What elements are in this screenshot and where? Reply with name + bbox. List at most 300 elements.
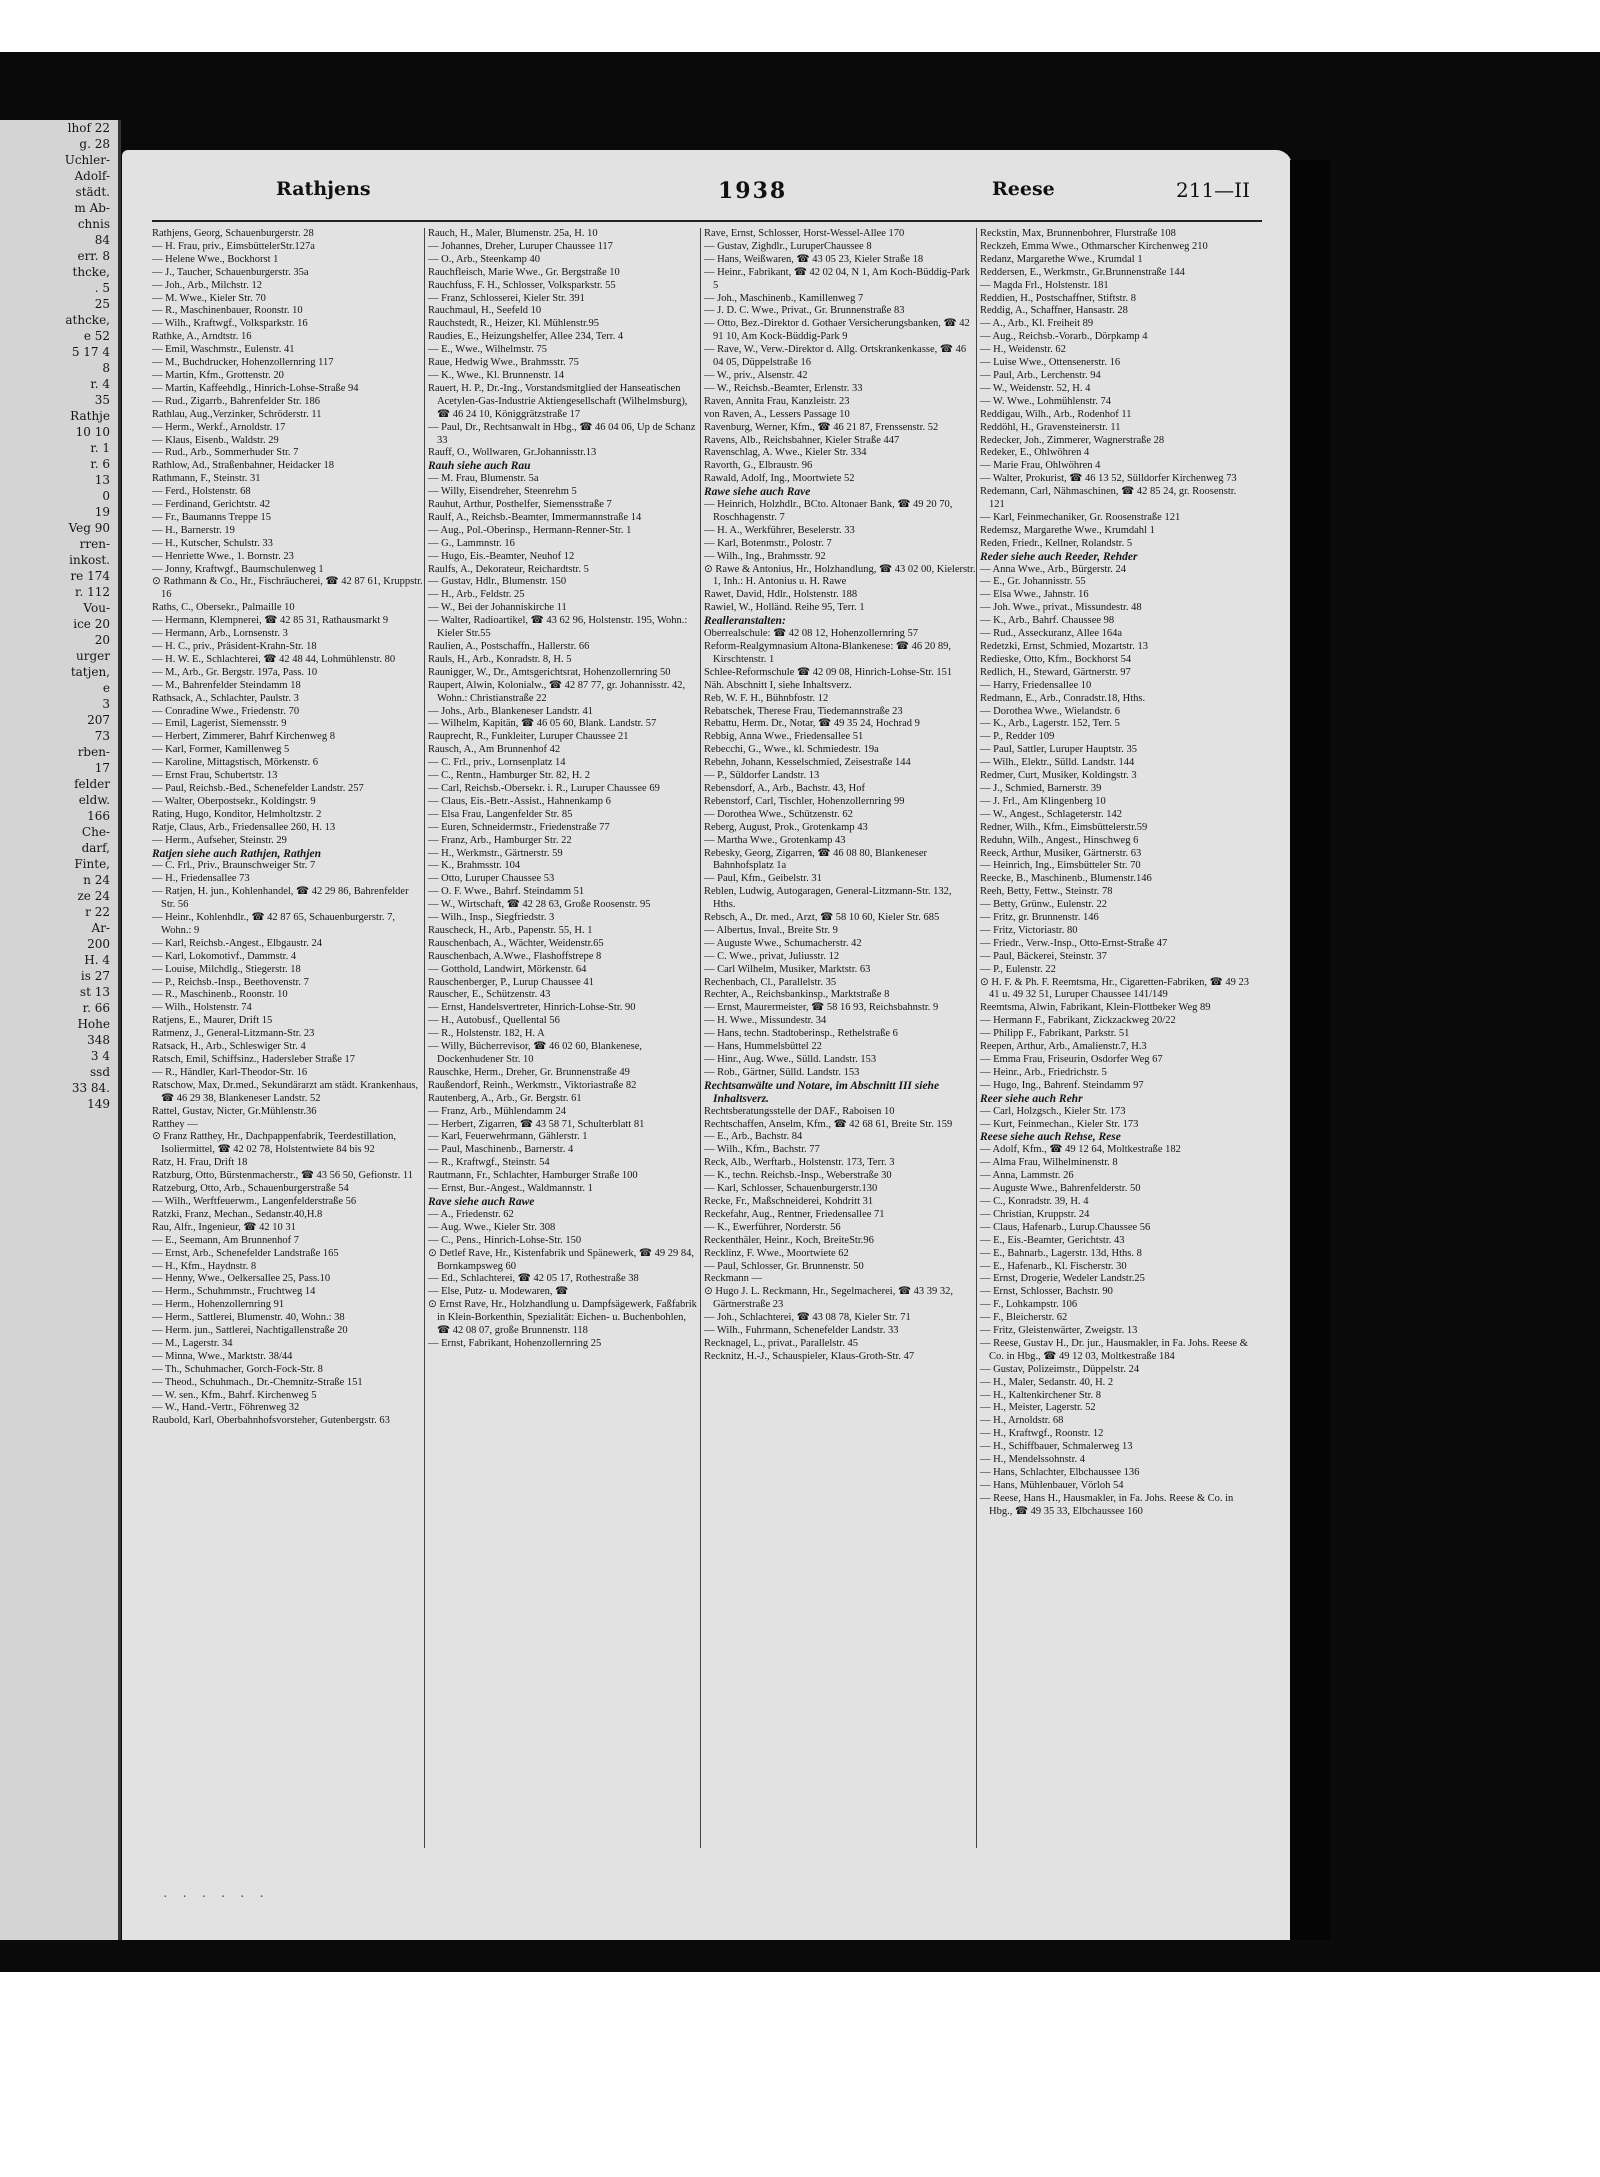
directory-entry: — Emil, Waschmstr., Eulenstr. 41 [152,344,295,356]
directory-entry: Rebatschek, Therese Frau, Tiedemannstraße 23 [704,705,903,717]
directory-entry: ⊙ Detlef Rave, Hr., Kistenfabrik und Spänewerk, ☎ 49 29 84, Bornkampsweg 60 [428,1247,694,1272]
directory-entry: — C., Konradstr. 39, H. 4 [980,1195,1089,1207]
directory-entry: — Ferd., Holstenstr. 68 [152,486,251,498]
directory-entry: — Ernst Frau, Schubertstr. 13 [152,770,278,782]
directory-entry: — Johs., Arb., Blankeneser Landstr. 41 [428,705,594,717]
directory-entry: Rechter, A., Reichsbankinsp., Marktstraße 8 [704,989,890,1001]
directory-entry: — Karl, Reichsb.-Angest., Elbgaustr. 24 [152,937,323,949]
directory-entry: — Paul, Maschinenb., Barnerstr. 4 [428,1144,574,1156]
directory-entry: Ratsch, Emil, Schiffsinz., Hadersleber Straße 17 [152,1054,356,1065]
directory-entry: — W., Hand.-Vertr., Föhrenweg 32 [152,1402,300,1414]
directory-entry: Redemsz, Margarethe Wwe., Krumdahl 1 [980,524,1155,536]
directory-entry: — Willy, Eisendreher, Steenrehm 5 [428,486,577,498]
directory-entry: — Ratjen, H. jun., Kohlenhandel, ☎ 42 29 86, Bahrenfelder Str. 56 [152,886,409,911]
directory-entry: Rauchfuss, F. H., Schlosser, Volksparkstr. 55 [428,279,616,291]
directory-entry: — Paul, Sattler, Luruper Hauptstr. 35 [980,744,1138,756]
directory-entry: Recke, Fr., Maßschneiderei, Kohdritt 31 [704,1195,874,1207]
left-page-text-fragment: . 5 [94,281,110,295]
directory-entry: Reeck, Arthur, Musiker, Gärtnerstr. 63 [980,847,1142,859]
directory-entry: — Karl, Schlosser, Schauenburgerstr.130 [704,1183,878,1195]
directory-entry: — Anna Wwe., Arb., Bürgerstr. 24 [980,563,1127,575]
directory-entry: Rebattu, Herm. Dr., Notar, ☎ 49 35 24, Hochrad 9 [704,718,920,730]
directory-entry: Ravenschlag, A. Wwe., Kieler Str. 334 [704,447,867,459]
directory-entry: Reder siehe auch Reeder, Rehder [980,550,1138,563]
left-page-text-fragment: e [102,681,110,695]
directory-entry: — Magda Frl., Holstenstr. 181 [980,279,1109,291]
directory-entry: — H., Meister, Lagerstr. 52 [980,1402,1096,1414]
directory-entry: — Rud., Asseckuranz, Allee 164a [980,628,1123,640]
directory-entry: Recklinz, F. Wwe., Moortwiete 62 [704,1247,849,1259]
directory-entry: Reemtsma, Alwin, Fabrikant, Klein-Flottbeker Weg 89 [980,1002,1211,1014]
left-page-fragment [0,120,121,1940]
directory-entry: — Hugo, Ing., Bahrenf. Steindamm 97 [980,1079,1144,1091]
directory-entry: Oberrealschule: ☎ 42 08 12, Hohenzollernring 57 [704,628,918,640]
directory-entry: Ratzeburg, Otto, Arb., Schauenburgerstraße 54 [152,1183,349,1195]
page-edge-shadow [1290,160,1330,1940]
directory-entry: — R., Maschinenb., Roonstr. 10 [152,989,288,1001]
directory-entry: — Dorothea Wwe., Wielandstr. 6 [980,705,1121,717]
directory-entry: — Heinrich, Holzhdlr., BCto. Altonaer Bank, ☎ 49 20 70, Roschhagenstr. 7 [704,499,953,523]
directory-entry: Rebbig, Anna Wwe., Friedensallee 51 [704,731,864,743]
directory-entry: Raulf, A., Reichsb.-Beamter, Immermannstraße 14 [428,511,642,523]
left-page-text-fragment: urger [76,649,110,663]
directory-entry: Schlee-Reformschule ☎ 42 09 08, Hinrich-Lohse-Str. 151 [704,666,953,678]
directory-entry: — Hans, Weißwaren, ☎ 43 05 23, Kieler Straße 18 [704,253,924,265]
directory-entry: — Heinr., Arb., Friedrichstr. 5 [980,1066,1107,1078]
directory-entry: — Emma Frau, Friseurin, Osdorfer Weg 67 [980,1054,1163,1065]
directory-entry: — Martha Wwe., Grotenkamp 43 [704,834,846,846]
left-page-text-fragment: ze 24 [77,889,110,903]
directory-entry: — E., Hafenarb., Kl. Fischerstr. 30 [980,1260,1127,1272]
directory-entry: Redner, Wilh., Kfm., Eimsbüttelerstr.59 [980,821,1148,833]
left-page-text-fragment: 33 84. [71,1081,110,1095]
directory-entry: — Karl, Botenmstr., Polostr. 7 [704,537,832,549]
directory-entry: — Elsa Frau, Langenfelder Str. 85 [428,808,573,820]
directory-entry: Rechtschaffen, Anselm, Kfm., ☎ 42 68 61, Breite Str. 159 [704,1118,953,1130]
directory-entry: — W., Angest., Schlageterstr. 142 [980,808,1123,820]
directory-entry: — Heinr., Kohlenhdlr., ☎ 42 87 65, Schauenburgerstr. 7, Wohn.: 9 [152,912,395,936]
directory-entry: — J., Taucher, Schauenburgerstr. 35a [152,266,309,278]
left-page-text-fragment: rben- [77,745,110,759]
directory-entry: — Hans, Schlachter, Elbchaussee 136 [980,1467,1140,1478]
directory-entry: — Herm., Sattlerei, Blumenstr. 40, Wohn.: 38 [152,1312,345,1324]
directory-entry: — Fritz, Victoriastr. 80 [980,924,1078,936]
directory-entry: Ratjen siehe auch Rathjen, Rathjen [152,847,322,860]
left-page-text-fragment: 348 [87,1033,110,1047]
directory-entry: — Wilh., Holstenstr. 74 [152,1002,252,1014]
directory-entry: Ravens, Alb., Reichsbahner, Kieler Straße 447 [704,434,900,446]
directory-entry: — K., techn. Reichsb.-Insp., Weberstraße 30 [704,1170,892,1182]
left-page-text-fragment: re 174 [70,569,110,583]
directory-entry: ⊙ Franz Ratthey, Hr., Dachpappenfabrik, Teerdestillation, Isoliermittel, ☎ 42 02 78, Holstentwiete 84 bis 92 [152,1131,396,1156]
left-page-text-fragment: ssd [90,1065,110,1079]
directory-entry: — Hans, techn. Stadtoberinsp., Rethelstraße 6 [704,1028,898,1040]
directory-entry: — H. W. E., Schlachterei, ☎ 42 48 44, Lohmühlenstr. 80 [152,653,396,665]
left-page-text-fragment: 13 [94,473,110,487]
left-page-text-fragment: r. 1 [90,441,110,455]
directory-entry: Ratjens, E., Maurer, Drift 15 [152,1015,273,1027]
directory-entry: — Wilh., Kraftwgf., Volksparkstr. 16 [152,318,308,330]
directory-entry: — E., Gr. Johannisstr. 55 [980,576,1086,588]
directory-entry: — Dorothea Wwe., Schützenstr. 62 [704,808,853,820]
directory-entry: — C. Frl., priv., Lornsenplatz 14 [428,757,566,769]
directory-entry: Rave siehe auch Rawe [428,1195,535,1208]
directory-entry: — W., Weidenstr. 52, H. 4 [980,382,1091,394]
directory-entry: Rauls, H., Arb., Konradstr. 8, H. 5 [428,653,572,665]
left-page-text-fragment: Rathje [70,409,110,423]
directory-entry: — Ernst, Schlosser, Bachstr. 90 [980,1286,1113,1298]
directory-entry: Rauschenbach, A., Wächter, Weidenstr.65 [428,937,604,949]
directory-entry: — Karl, Former, Kamillenweg 5 [152,744,290,756]
directory-entry: Rathmann, F., Steinstr. 31 [152,473,261,485]
directory-entry: — C., Pens., Hinrich-Lohse-Str. 150 [428,1234,582,1246]
directory-entry: — Herm., Werkf., Arnoldstr. 17 [152,421,286,433]
directory-entry: — Heinr., Fabrikant, ☎ 42 02 04, N 1, Am Koch-Büddig-Park 5 [704,266,970,291]
directory-entry: Raue, Hedwig Wwe., Brahmsstr. 75 [428,357,579,369]
left-page-text-fragment: 20 [94,633,110,647]
left-page-text-fragment: Finte, [74,857,110,871]
directory-entry: — Joh., Arb., Milchstr. 12 [152,279,262,291]
directory-entry: Reepen, Arthur, Arb., Amalienstr.7, H.3 [980,1041,1147,1053]
directory-entry: — Wilh., Fuhrmann, Schenefelder Landstr. 33 [704,1325,899,1337]
directory-entry: — K., Arb., Lagerstr. 152, Terr. 5 [980,718,1120,730]
directory-entry: — Ernst, Drogerie, Wedeler Landstr.25 [980,1273,1145,1285]
film-border-bottom [0,1972,1600,2177]
directory-entry: — Franz, Arb., Hamburger Str. 22 [428,834,572,846]
directory-entry: — M., Bahrenfelder Steindamm 18 [152,679,301,691]
directory-entry: — Martin, Kfm., Grottenstr. 20 [152,369,284,381]
directory-entry: Rebensdorf, A., Arb., Bachstr. 43, Hof [704,782,865,794]
directory-entry: — Henny, Wwe., Oelkersallee 25, Pass.10 [152,1273,331,1285]
directory-entry: — Hermann, Arb., Lornsenstr. 3 [152,628,288,640]
directory-entry: — Hermann, Klempnerei, ☎ 42 85 31, Rathausmarkt 9 [152,615,389,627]
directory-entry: — H. Wwe., Missundestr. 34 [704,1015,827,1027]
directory-entry: — Joh. Wwe., privat., Missundestr. 48 [980,602,1142,614]
directory-entry: — Carl, Reichsb.-Obersekr. i. R., Luruper Chaussee 69 [428,782,660,794]
left-page-text-fragment: 10 10 [75,425,110,439]
directory-entry: Rauchmaul, H., Seefeld 10 [428,305,542,317]
directory-entry: Rathlow, Ad., Straßenbahner, Heidacker 18 [152,460,335,472]
directory-entry: — M. Wwe., Kieler Str. 70 [152,292,266,304]
directory-entry: — Louise, Milchdlg., Stiegerstr. 18 [152,963,301,975]
directory-entry: — Karl, Feinmechaniker, Gr. Roosenstraße 121 [980,511,1181,523]
directory-entry: — P., Süldorfer Landstr. 13 [704,770,820,782]
directory-entry: Redecker, Joh., Zimmerer, Wagnerstraße 28 [980,434,1165,446]
directory-entry: — H., Arnoldstr. 68 [980,1415,1064,1427]
directory-entry: — Johannes, Dreher, Luruper Chaussee 117 [428,240,613,252]
column-divider [424,228,425,1848]
directory-entry: Rawe siehe auch Rave [704,486,811,499]
directory-entry: Rating, Hugo, Konditor, Helmholtzstr. 2 [152,808,322,820]
directory-entry: — Theod., Schuhmach., Dr.-Chemnitz-Straße 151 [152,1376,363,1388]
directory-entry: Redieske, Otto, Kfm., Bockhorst 54 [980,653,1132,665]
directory-entry: — H., Friedensallee 73 [152,873,250,885]
directory-entry: — H., Barnerstr. 19 [152,524,235,536]
directory-entry: ⊙ Ernst Rave, Hr., Holzhandlung u. Dampfsägewerk, Faßfabrik in Klein-Borkenthin, Spezialität: Eichen- u. Buchenbohlen, ☎ 42 08 07, große Brunnenstr. 118 [428,1299,697,1337]
left-page-text-fragment: 3 4 [90,1049,110,1063]
directory-entry: — Herbert, Zigarren, ☎ 43 58 71, Schulterblatt 81 [428,1118,645,1130]
column-divider [700,228,701,1848]
directory-entry: — J. Frl., Am Klingenberg 10 [980,795,1106,807]
directory-entry: ⊙ Rawe & Antonius, Hr., Holzhandlung, ☎ 43 02 00, Kielerstr. 1, Inh.: H. Antonius u. H. Rawe [704,563,976,588]
directory-entry: Rauscheck, H., Arb., Papenstr. 55, H. 1 [428,924,593,936]
directory-entry: Ratsack, H., Arb., Schleswiger Str. 4 [152,1041,306,1053]
directory-entry: — W., Bei der Johanniskirche 11 [428,602,567,614]
directory-entry: — Wilhelm, Kapitän, ☎ 46 05 60, Blank. Landstr. 57 [428,718,657,730]
directory-entry: Reduhn, Wilh., Angest., Hinschweg 6 [980,834,1139,846]
directory-entry: — H. Frau, priv., EimsbüttelerStr.127a [152,240,315,252]
directory-entry: Raudies, E., Heizungshelfer, Allee 234, Terr. 4 [428,331,624,343]
left-page-text-fragment: eldw. [78,793,110,807]
left-page-text-fragment: tatjen, [70,665,110,679]
directory-entry: — Ernst, Maurermeister, ☎ 58 16 93, Reichsbahnstr. 9 [704,1002,939,1014]
directory-entry: Reden, Friedr., Kellner, Rolandstr. 5 [980,537,1133,549]
directory-entry: Ratschow, Max, Dr.med., Sekundärarzt am städt. Krankenhaus, ☎ 46 29 38, Blankeneser Landstr. 52 [152,1079,419,1104]
directory-entry: Ravenburg, Werner, Kfm., ☎ 46 21 87, Frenssenstr. 52 [704,421,939,433]
directory-entry: — Rave, W., Verw.-Direktor d. Allg. Ortskrankenkasse, ☎ 46 04 05, Düppelstraße 16 [704,344,967,369]
directory-entry: — M. Frau, Blumenstr. 5a [428,473,539,485]
directory-entry: Reer siehe auch Rehr [980,1092,1083,1105]
page-number: 211—II [1176,178,1250,202]
directory-entry: — Wilh., Kfm., Bachstr. 77 [704,1144,820,1156]
directory-entry: Rebecchi, G., Wwe., kl. Schmiedestr. 19a [704,744,879,756]
directory-entry: — H. C., priv., Präsident-Krahn-Str. 18 [152,641,317,652]
directory-entry: — H., Schiffbauer, Schmalerweg 13 [980,1441,1133,1453]
directory-entry: — Adolf, Kfm., ☎ 49 12 64, Moltkestraße 182 [980,1144,1181,1156]
directory-entry: — Betty, Grünw., Eulenstr. 22 [980,899,1107,911]
directory-entry: — F., Bleicherstr. 62 [980,1312,1068,1324]
left-page-text-fragment: rren- [79,537,110,551]
directory-entry: Rau, Alfr., Ingenieur, ☎ 42 10 31 [152,1221,296,1233]
directory-entry: Reddöhl, H., Gravensteinerstr. 11 [980,421,1121,433]
left-page-text-fragment: Adolf- [74,169,110,183]
left-page-text-fragment: r. 66 [82,1001,110,1015]
directory-entry: — Reese, Hans H., Hausmakler, in Fa. Johs. Reese & Co. in Hbg., ☎ 49 35 33, Elbchaussee 160 [980,1492,1234,1517]
directory-entry: — Karl, Feuerwehrmann, Gählerstr. 1 [428,1131,588,1143]
directory-entry: — Paul, Kfm., Geibelstr. 31 [704,873,822,885]
directory-entry: — Klaus, Eisenb., Waldstr. 29 [152,434,279,446]
directory-entry: Näh. Abschnitt I, siehe Inhaltsverz. [704,679,852,691]
left-page-text-fragment: m Ab- [74,201,110,215]
directory-entry: — R., Maschinenbauer, Roonstr. 10 [152,305,303,317]
directory-entry: Rauscher, E., Schützenstr. 43 [428,989,551,1001]
left-page-text-fragment: 19 [94,505,110,519]
directory-entry: — Emil, Lagerist, Siemensstr. 9 [152,718,287,730]
directory-entry: — Franz, Arb., Mühlendamm 24 [428,1105,566,1117]
directory-entry: — Ernst, Arb., Schenefelder Landstraße 165 [152,1247,339,1259]
column-1 [152,228,424,1848]
directory-entry: — Joh., Maschinenb., Kamillenweg 7 [704,292,864,304]
directory-entry: Recknitz, H.-J., Schauspieler, Klaus-Groth-Str. 47 [704,1350,915,1362]
directory-entry: — Conradine Wwe., Friedenstr. 70 [152,705,300,717]
directory-entry: Rauschenberger, P., Lurup Chaussee 41 [428,976,594,988]
directory-entry: — Claus, Hafenarb., Lurup.Chaussee 56 [980,1221,1151,1233]
directory-entry: Rebehn, Johann, Kesselschmied, Zeisestraße 144 [704,757,911,769]
left-page-text-fragment: 73 [94,729,110,743]
directory-entry: Ratthey — [152,1118,198,1130]
directory-entry: Reform-Realgymnasium Altona-Blankenese: ☎ 46 20 89, Kirschtenstr. 1 [704,641,951,665]
directory-entry: — Kurt, Feinmechan., Kieler Str. 173 [980,1118,1139,1130]
directory-entry: Rauschke, Herm., Dreher, Gr. Brunnenstraße 49 [428,1066,630,1078]
directory-entry: ⊙ H. F. & Ph. F. Reemtsma, Hr., Cigaretten-Fabriken, ☎ 49 23 41 u. 49 32 51, Luruper Chaussee 141/149 [980,976,1249,1001]
directory-entry: — K., Brahmsstr. 104 [428,860,521,872]
directory-entry: Rattel, Gustav, Nicter, Gr.Mühlenstr.36 [152,1105,317,1117]
left-page-text-fragment: athcke, [65,313,110,327]
directory-entry: Reckenthäler, Heinr., Koch, BreiteStr.96 [704,1234,874,1246]
directory-entry: Redmann, E., Arb., Conradstr.18, Hths. [980,692,1146,704]
left-page-text-fragment: Ar- [91,921,110,935]
directory-entry: — H., Kutscher, Schulstr. 33 [152,537,273,549]
directory-entry: Rautmann, Fr., Schlachter, Hamburger Straße 100 [428,1170,638,1182]
directory-entry: Rathlau, Aug.,Verzinker, Schröderstr. 11 [152,408,322,420]
directory-entry: — Willy, Bücherrevisor, ☎ 46 02 60, Blankenese, Dockenhudener Str. 10 [428,1041,643,1065]
directory-entry: — Herm., Hohenzollernring 91 [152,1299,285,1311]
directory-entry: Redanz, Margarethe Wwe., Krumdal 1 [980,253,1143,265]
directory-entry: Realleranstalten: [704,615,786,628]
directory-entry: — Ernst, Fabrikant, Hohenzollernring 25 [428,1337,602,1349]
directory-entry: — Paul, Bäckerei, Steinstr. 37 [980,950,1107,962]
directory-entry: — Friedr., Verw.-Insp., Otto-Ernst-Straße 47 [980,937,1168,949]
left-page-text-fragment: Hohe [77,1017,110,1031]
directory-entry: — H., Kraftwgf., Roonstr. 12 [980,1428,1104,1440]
directory-entry: Rauschenbach, A.Wwe., Flashoffstrepe 8 [428,950,602,962]
directory-entry: — Carl Wilhelm, Musiker, Marktstr. 63 [704,963,871,975]
directory-entry: — Marie Frau, Ohlwöhren 4 [980,460,1101,472]
directory-entry: — H., Autobusf., Quellental 56 [428,1015,560,1027]
directory-entry: — Hans, Hummelsbüttel 22 [704,1041,822,1053]
directory-entry: Redemann, Carl, Nähmaschinen, ☎ 42 85 24, gr. Roosenstr. 121 [980,486,1237,511]
left-page-text-fragment: 166 [87,809,110,823]
left-page-text-fragment: Uchler- [64,153,110,167]
left-page-text-fragment: n 24 [83,873,110,887]
directory-entry: — Henriette Wwe., 1. Bornstr. 23 [152,550,294,562]
directory-entry: — A., Friedenstr. 62 [428,1208,514,1220]
directory-entry: — Gustav, Hdlr., Blumenstr. 150 [428,576,567,588]
directory-entry: — Harry, Friedensallee 10 [980,679,1092,691]
directory-entry: — W., Reichsb.-Beamter, Erlenstr. 33 [704,382,863,394]
directory-entry: Rauchstedt, R., Heizer, Kl. Mühlenstr.95 [428,318,600,330]
directory-entry: — Albertus, Inval., Breite Str. 9 [704,924,838,936]
directory-entry: — Herm. jun., Sattlerei, Nachtigallenstraße 20 [152,1325,348,1337]
directory-entry: — W. sen., Kfm., Bahrf. Kirchenweg 5 [152,1389,317,1401]
directory-entry: — O., Arb., Steenkamp 40 [428,253,540,265]
directory-entry: — Walter, Prokurist, ☎ 46 13 52, Sülldorfer Kirchenweg 73 [980,473,1237,485]
directory-entry: — Anna, Lammstr. 26 [980,1170,1074,1182]
directory-entry: — M., Lagerstr. 34 [152,1337,233,1349]
directory-entry: — E., Seemann, Am Brunnenhof 7 [152,1234,299,1246]
directory-entry: — H., Weidenstr. 62 [980,344,1066,356]
directory-entry: — Paul, Dr., Rechtsanwalt in Hbg., ☎ 46 04 06, Up de Schanz 33 [428,421,696,446]
directory-page [122,150,1292,1940]
directory-entry: Reckmann — [704,1273,763,1285]
directory-entry: — Karoline, Mittagstisch, Mörkenstr. 6 [152,757,318,769]
directory-entry: Reck, Alb., Werftarb., Holstenstr. 173, Terr. 3 [704,1157,895,1169]
directory-entry: — P., Redder 109 [980,731,1055,743]
directory-entry: Redetzki, Ernst, Schmied, Mozartstr. 13 [980,641,1148,652]
left-page-text-fragment: 17 [94,761,110,775]
directory-entry: — O. F. Wwe., Bahrf. Steindamm 51 [428,886,585,898]
left-page-text-fragment: g. 28 [79,137,110,151]
directory-entry: Ratz, H. Frau, Drift 18 [152,1157,248,1169]
directory-entry: — Wilh., Elektr., Sülld. Landstr. 144 [980,757,1135,769]
directory-entry: — Wilh., Werftfeuerwm., Langenfelderstraße 56 [152,1195,357,1207]
directory-entry: Raulien, A., Postschaffn., Hallerstr. 66 [428,641,590,652]
directory-entry: von Raven, A., Lessers Passage 10 [704,408,850,420]
directory-entry: — Heinrich, Ing., Eimsbütteler Str. 70 [980,860,1141,872]
left-page-text-fragment: Vou- [83,601,110,615]
directory-entry: — Gustav, Zighdlr., LuruperChaussee 8 [704,240,872,252]
directory-entry: — Otto, Bez.-Direktor d. Gothaer Versicherungsbanken, ☎ 42 91 10, Am Kock-Büddig-Park 9 [704,318,970,343]
left-page-text-fragment: is 27 [80,969,110,983]
directory-entry: — Otto, Luruper Chaussee 53 [428,873,555,885]
directory-entry: Rathjens, Georg, Schauenburgerstr. 28 [152,228,314,239]
directory-entry: Raulfs, A., Dekorateur, Reichardtstr. 5 [428,563,589,575]
directory-entry: — Alma Frau, Wilhelminenstr. 8 [980,1157,1118,1169]
directory-entry: — E., Arb., Bachstr. 84 [704,1131,803,1143]
directory-entry: Rechenbach, Cl., Parallelstr. 35 [704,976,837,988]
directory-entry: — Herm., Schuhmmstr., Fruchtweg 14 [152,1286,316,1298]
left-page-text-fragment: 200 [87,937,110,951]
left-page-text-fragment: st 13 [79,985,110,999]
directory-entry: — Hugo, Eis.-Beamter, Neuhof 12 [428,550,575,562]
directory-entry: — Carl, Holzgsch., Kieler Str. 173 [980,1105,1126,1117]
directory-entry: — Hans, Mühlenbauer, Vörloh 54 [980,1479,1124,1491]
directory-entry: — Wilh., Ing., Brahmsstr. 92 [704,550,826,562]
directory-entry: — M., Arb., Gr. Bergstr. 197a, Pass. 10 [152,666,318,678]
column-divider [976,228,977,1848]
directory-entry: Rechtsberatungsstelle der DAF., Raboisen 10 [704,1105,895,1117]
column-3 [704,228,976,1848]
film-border-top [0,0,1600,52]
directory-entry: — Walter, Radioartikel, ☎ 43 62 96, Holstenstr. 195, Wohn.: Kieler Str.55 [428,615,688,640]
directory-entry: — H., Maler, Sedanstr. 40, H. 2 [980,1376,1114,1388]
directory-entry: — Aug., Pol.-Oberinsp., Hermann-Renner-Str. 1 [428,524,632,536]
page-footer-marks: · · · · · · [162,1890,268,1903]
directory-entry: — W. Wwe., Lohmühlenstr. 74 [980,395,1112,407]
directory-entry: Redeker, E., Ohlwöhren 4 [980,447,1090,459]
directory-entry: — K., Arb., Bahrf. Chaussee 98 [980,615,1115,627]
directory-entry: Rathsack, A., Schlachter, Paulstr. 3 [152,692,299,704]
directory-entry: Recknagel, L., privat., Parallelstr. 45 [704,1337,858,1349]
directory-entry: — R., Holstenstr. 182, H. A [428,1028,545,1040]
left-page-text-fragment: lhof 22 [67,121,110,135]
directory-entry: — P., Eulenstr. 22 [980,963,1056,975]
directory-entry: Rawiel, W., Holländ. Reihe 95, Terr. 1 [704,602,865,614]
left-page-text-fragment: chnis [77,217,110,231]
left-page-text-fragment: H. 4 [84,953,110,967]
directory-entry: Rauert, H. P., Dr.-Ing., Vorstandsmitglied der Hanseatischen Acetylen-Gas-Industrie Aktiengesellschaft (Wilhelmsburg), ☎ 46 24 10, Königgrätzstraße 17 [428,382,688,420]
directory-entry: — E., Wwe., Wilhelmstr. 75 [428,344,548,356]
directory-entry: — Ernst, Bur.-Angest., Waldmannstr. 1 [428,1183,593,1195]
directory-entry: Raubold, Karl, Oberbahnhofsvorsteher, Gutenbergstr. 63 [152,1415,390,1427]
directory-entry: Ravorth, G., Elbraustr. 96 [704,460,813,472]
header-rule [152,220,1262,222]
directory-entry: Reddersen, E., Werkmstr., Gr.Brunnenstraße 144 [980,266,1185,278]
left-page-text-fragment: r. 112 [75,585,110,599]
directory-entry: Rathke, A., Arndtstr. 16 [152,331,252,343]
directory-entry: Reecke, B., Maschinenb., Blumenstr.146 [980,873,1152,885]
directory-entry: — A., Arb., Kl. Freiheit 89 [980,318,1094,330]
directory-entry: — J., Schmied, Barnerstr. 39 [980,782,1102,794]
directory-entry: — Martin, Kaffeehdlg., Hinrich-Lohse-Straße 94 [152,382,359,394]
left-page-text-fragment: 207 [87,713,110,727]
left-page-text-fragment: 149 [87,1097,110,1111]
directory-entry: — H., Mendelssohnstr. 4 [980,1454,1085,1466]
left-page-text-fragment: 5 17 4 [71,345,110,359]
left-page-text-fragment: 3 [102,697,110,711]
directory-entry: — J. D. C. Wwe., Privat., Gr. Brunnenstraße 83 [704,305,905,317]
directory-entry: — M., Buchdrucker, Hohenzollernring 117 [152,357,334,369]
